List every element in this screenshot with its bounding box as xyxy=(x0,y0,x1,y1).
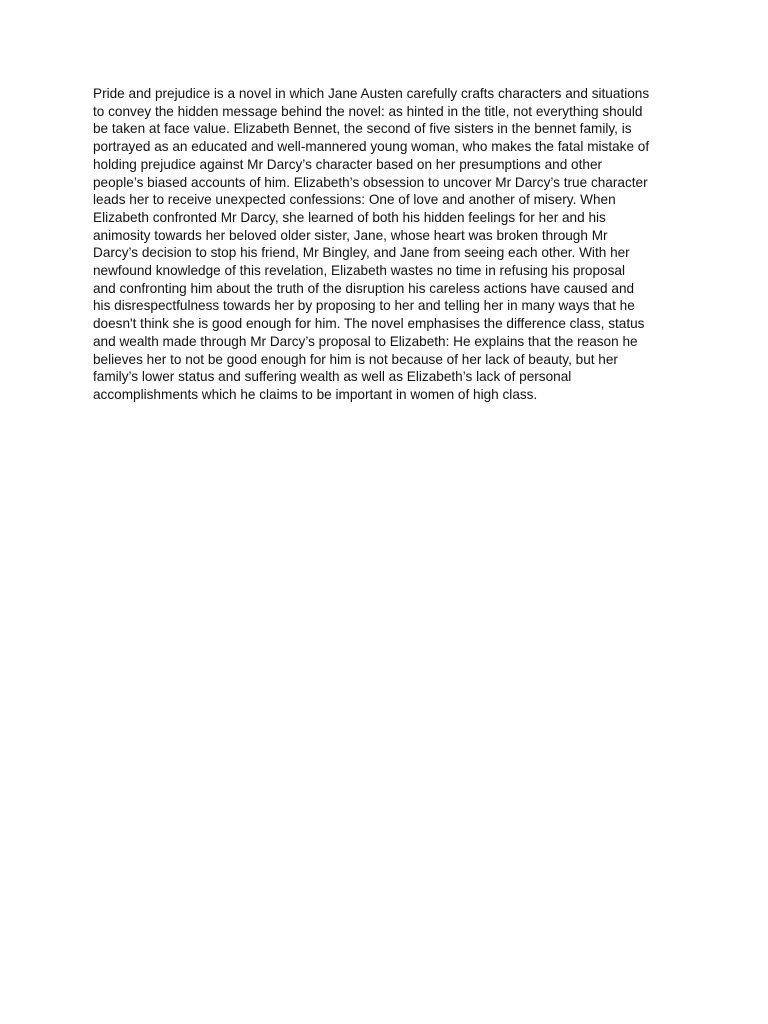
paragraph-line: Elizabeth confronted Mr Darcy, she learned of both his hidden feelings for her and his xyxy=(93,209,606,225)
paragraph-line: be taken at face value. Elizabeth Bennet, the second of five sisters in the bennet family, is xyxy=(93,121,632,137)
paragraph-line: portrayed as an educated and well-mannered young woman, who makes the fatal mistake of xyxy=(93,139,650,155)
paragraph-line: Pride and prejudice is a novel in which Jane Austen carefully crafts characters and situations xyxy=(93,86,650,101)
paragraph-line: doesn't think she is good enough for him. The novel emphasises the difference class, status xyxy=(93,316,645,332)
paragraph-line: accomplishments which he claims to be important in women of high class. xyxy=(93,386,538,402)
paragraph-line: to convey the hidden message behind the novel: as hinted in the title, not everything should xyxy=(93,103,643,119)
paragraph-line: believes her to not be good enough for him is not because of her lack of beauty, but her xyxy=(93,351,618,367)
paragraph-line: Darcy’s decision to stop his friend, Mr Bingley, and Jane from seeing each other. With her xyxy=(93,245,630,261)
paragraph-line: family’s lower status and suffering wealth as well as Elizabeth’s lack of personal xyxy=(93,369,572,385)
paragraph-line: newfound knowledge of this revelation, Elizabeth wastes no time in refusing his proposal xyxy=(93,263,625,279)
paragraph-line: and wealth made through Mr Darcy’s proposal to Elizabeth: He explains that the reason he xyxy=(93,333,638,349)
paragraph-line: his disrespectfulness towards her by proposing to her and telling her in many ways that he xyxy=(93,298,635,314)
paragraph-line: people’s biased accounts of him. Elizabeth’s obsession to uncover Mr Darcy’s true character xyxy=(93,174,648,190)
essay-paragraph xyxy=(93,85,683,404)
paragraph-line: and confronting him about the truth of the disruption his careless actions have caused and xyxy=(93,280,635,296)
paragraph-line: animosity towards her beloved older sister, Jane, whose heart was broken through Mr xyxy=(93,227,608,243)
paragraph-line: leads her to receive unexpected confessions: One of love and another of misery. When xyxy=(93,192,616,208)
paragraph-line: holding prejudice against Mr Darcy’s character based on her presumptions and other xyxy=(93,156,603,172)
